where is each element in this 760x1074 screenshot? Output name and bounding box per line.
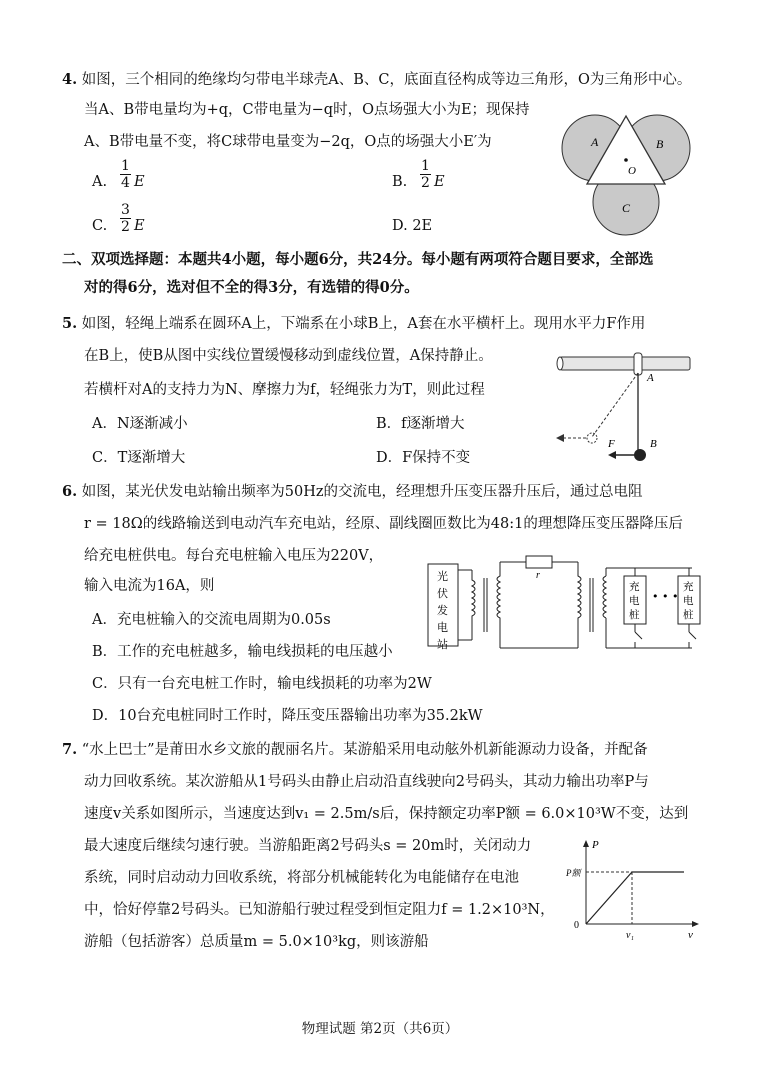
- q4-figure-hemispheres: [560, 100, 695, 250]
- q5-option-d: D．F保持不变: [376, 450, 471, 466]
- q4-option-a-fraction: $\frac{1}{4}$: [121, 158, 130, 191]
- q7-graph-v-label: v: [688, 929, 693, 941]
- page-footer: 物理试题 第2页（共6页）: [301, 1021, 459, 1037]
- q7-graph-p-label: P: [592, 839, 599, 851]
- q7-text-line4: 最大速度后继续匀速行驶。当游船距离2号码头s = 20m时，关闭动力: [84, 838, 532, 854]
- q5-option-c: C．T逐渐增大: [92, 450, 186, 466]
- q6-option-b: B．工作的充电桩越多，输电线损耗的电压越小: [92, 644, 393, 660]
- q4-text-line1: 4. 如图，三个相同的绝缘均匀带电半球壳A、B、C，底面直径构成等边三角形，O为三角形中心。: [62, 71, 692, 88]
- q6-label-r: r: [536, 570, 540, 581]
- q4-label-b: B: [656, 137, 664, 151]
- q6-ellipsis: • • •: [652, 590, 679, 603]
- q7-graph-origin: 0: [574, 920, 579, 931]
- q7-text-line7: 游船（包括游客）总质量m = 5.0×10³kg，则该游船: [84, 934, 429, 950]
- q6-text-line1: 6. 如图，某光伏发电站输出频率为50Hz的交流电，经理想升压变压器升压后，通过总电阻: [62, 483, 643, 500]
- q4-text-line2: 当A、B带电量均为+q，C带电量为−q时，O点场强大小为E；现保持: [84, 102, 530, 118]
- q4-option-a-tail: E: [134, 174, 145, 190]
- q6-label-pile-1: 充电桩: [629, 581, 640, 621]
- q7-text-line5: 系统，同时启动动力回收系统，将部分机械能转化为电能储存在电池: [84, 870, 519, 886]
- q4-option-b-tail: E: [434, 174, 445, 190]
- q7-graph-v1: v₁: [626, 930, 634, 941]
- q5-option-b: B．f逐渐增大: [376, 416, 465, 432]
- q5-text-line3: 若横杆对A的支持力为N、摩擦力为f，轻绳张力为T，则此过程: [84, 382, 485, 398]
- q4-option-b-label: B.: [392, 174, 408, 190]
- q5-label-b: B: [650, 438, 657, 450]
- q7-text-line2: 动力回收系统。某次游船从1号码头由静止启动沿直线驶向2号码头，其动力输出功率P与: [84, 774, 649, 790]
- q5-text-line2: 在B上，使B从图中实线位置缓慢移动到虚线位置，A保持静止。: [84, 348, 493, 364]
- q6-text-line4: 输入电流为16A，则: [84, 578, 215, 594]
- q7-text-line3: 速度v关系如图所示，当速度达到v₁ = 2.5m/s后，保持额定功率P额 = 6.0×10³W不变，达到: [84, 806, 689, 822]
- q7-graph-pe: P额: [566, 868, 581, 878]
- q4-option-c-label: C.: [92, 218, 108, 234]
- q6-text-line3: 给充电桩供电。每台充电桩输入电压为220V，: [84, 548, 384, 564]
- q4-label-a: A: [591, 135, 599, 149]
- q5-label-a: A: [647, 372, 654, 384]
- q6-label-pile-2: 充电桩: [683, 581, 694, 621]
- q4-label-o: O: [628, 165, 636, 177]
- section2-header-line2: 对的得6分，选对但不全的得3分，有选错的得0分。: [84, 279, 419, 296]
- q4-label-c: C: [622, 201, 631, 215]
- q5-figure-rod-ball: [552, 345, 702, 465]
- q5-option-a: A．N逐渐减小: [92, 416, 188, 432]
- q4-option-b-fraction: $\frac{1}{2}$: [421, 158, 430, 191]
- q6-text-line2: r = 18Ω的线路输送到电动汽车充电站，经原、副线圈匝数比为48:1的理想降压变压器降压后: [84, 516, 683, 532]
- section2-header-line1: 二、双项选择题：本题共4小题，每小题6分，共24分。每小题有两项符合题目要求，全部选: [62, 251, 654, 268]
- q5-label-f: F: [608, 438, 615, 450]
- q6-option-a: A．充电桩输入的交流电周期为0.05s: [92, 612, 331, 628]
- q6-label-station: 光伏发电站: [437, 570, 448, 651]
- q6-option-c: C．只有一台充电桩工作时，输电线损耗的功率为2W: [92, 676, 432, 692]
- q4-option-d: D. 2E: [392, 218, 433, 234]
- q4-option-c-tail: E: [134, 218, 145, 234]
- q6-option-d: D．10台充电桩同时工作时，降压变压器输出功率为35.2kW: [92, 708, 483, 724]
- q7-text-line1: 7. “水上巴士”是莆田水乡文旅的靓丽名片。某游船采用电动舷外机新能源动力设备，并配备: [62, 741, 648, 758]
- q4-option-c-fraction: $\frac{3}{2}$: [121, 202, 130, 235]
- q4-text-line3: A、B带电量不变，将C球带电量变为−2q，O点的场强大小E′为: [84, 134, 492, 150]
- q6-figure-circuit: [420, 550, 708, 660]
- q7-text-line6: 中，恰好停靠2号码头。已知游船行驶过程受到恒定阻力f = 1.2×10³N，: [84, 902, 555, 918]
- q4-option-a-label: A.: [92, 174, 108, 190]
- q5-text-line1: 5. 如图，轻绳上端系在圆环A上，下端系在小球B上，A套在水平横杆上。现用水平力F作用: [62, 315, 646, 332]
- q7-figure-power-speed-graph: [556, 836, 706, 946]
